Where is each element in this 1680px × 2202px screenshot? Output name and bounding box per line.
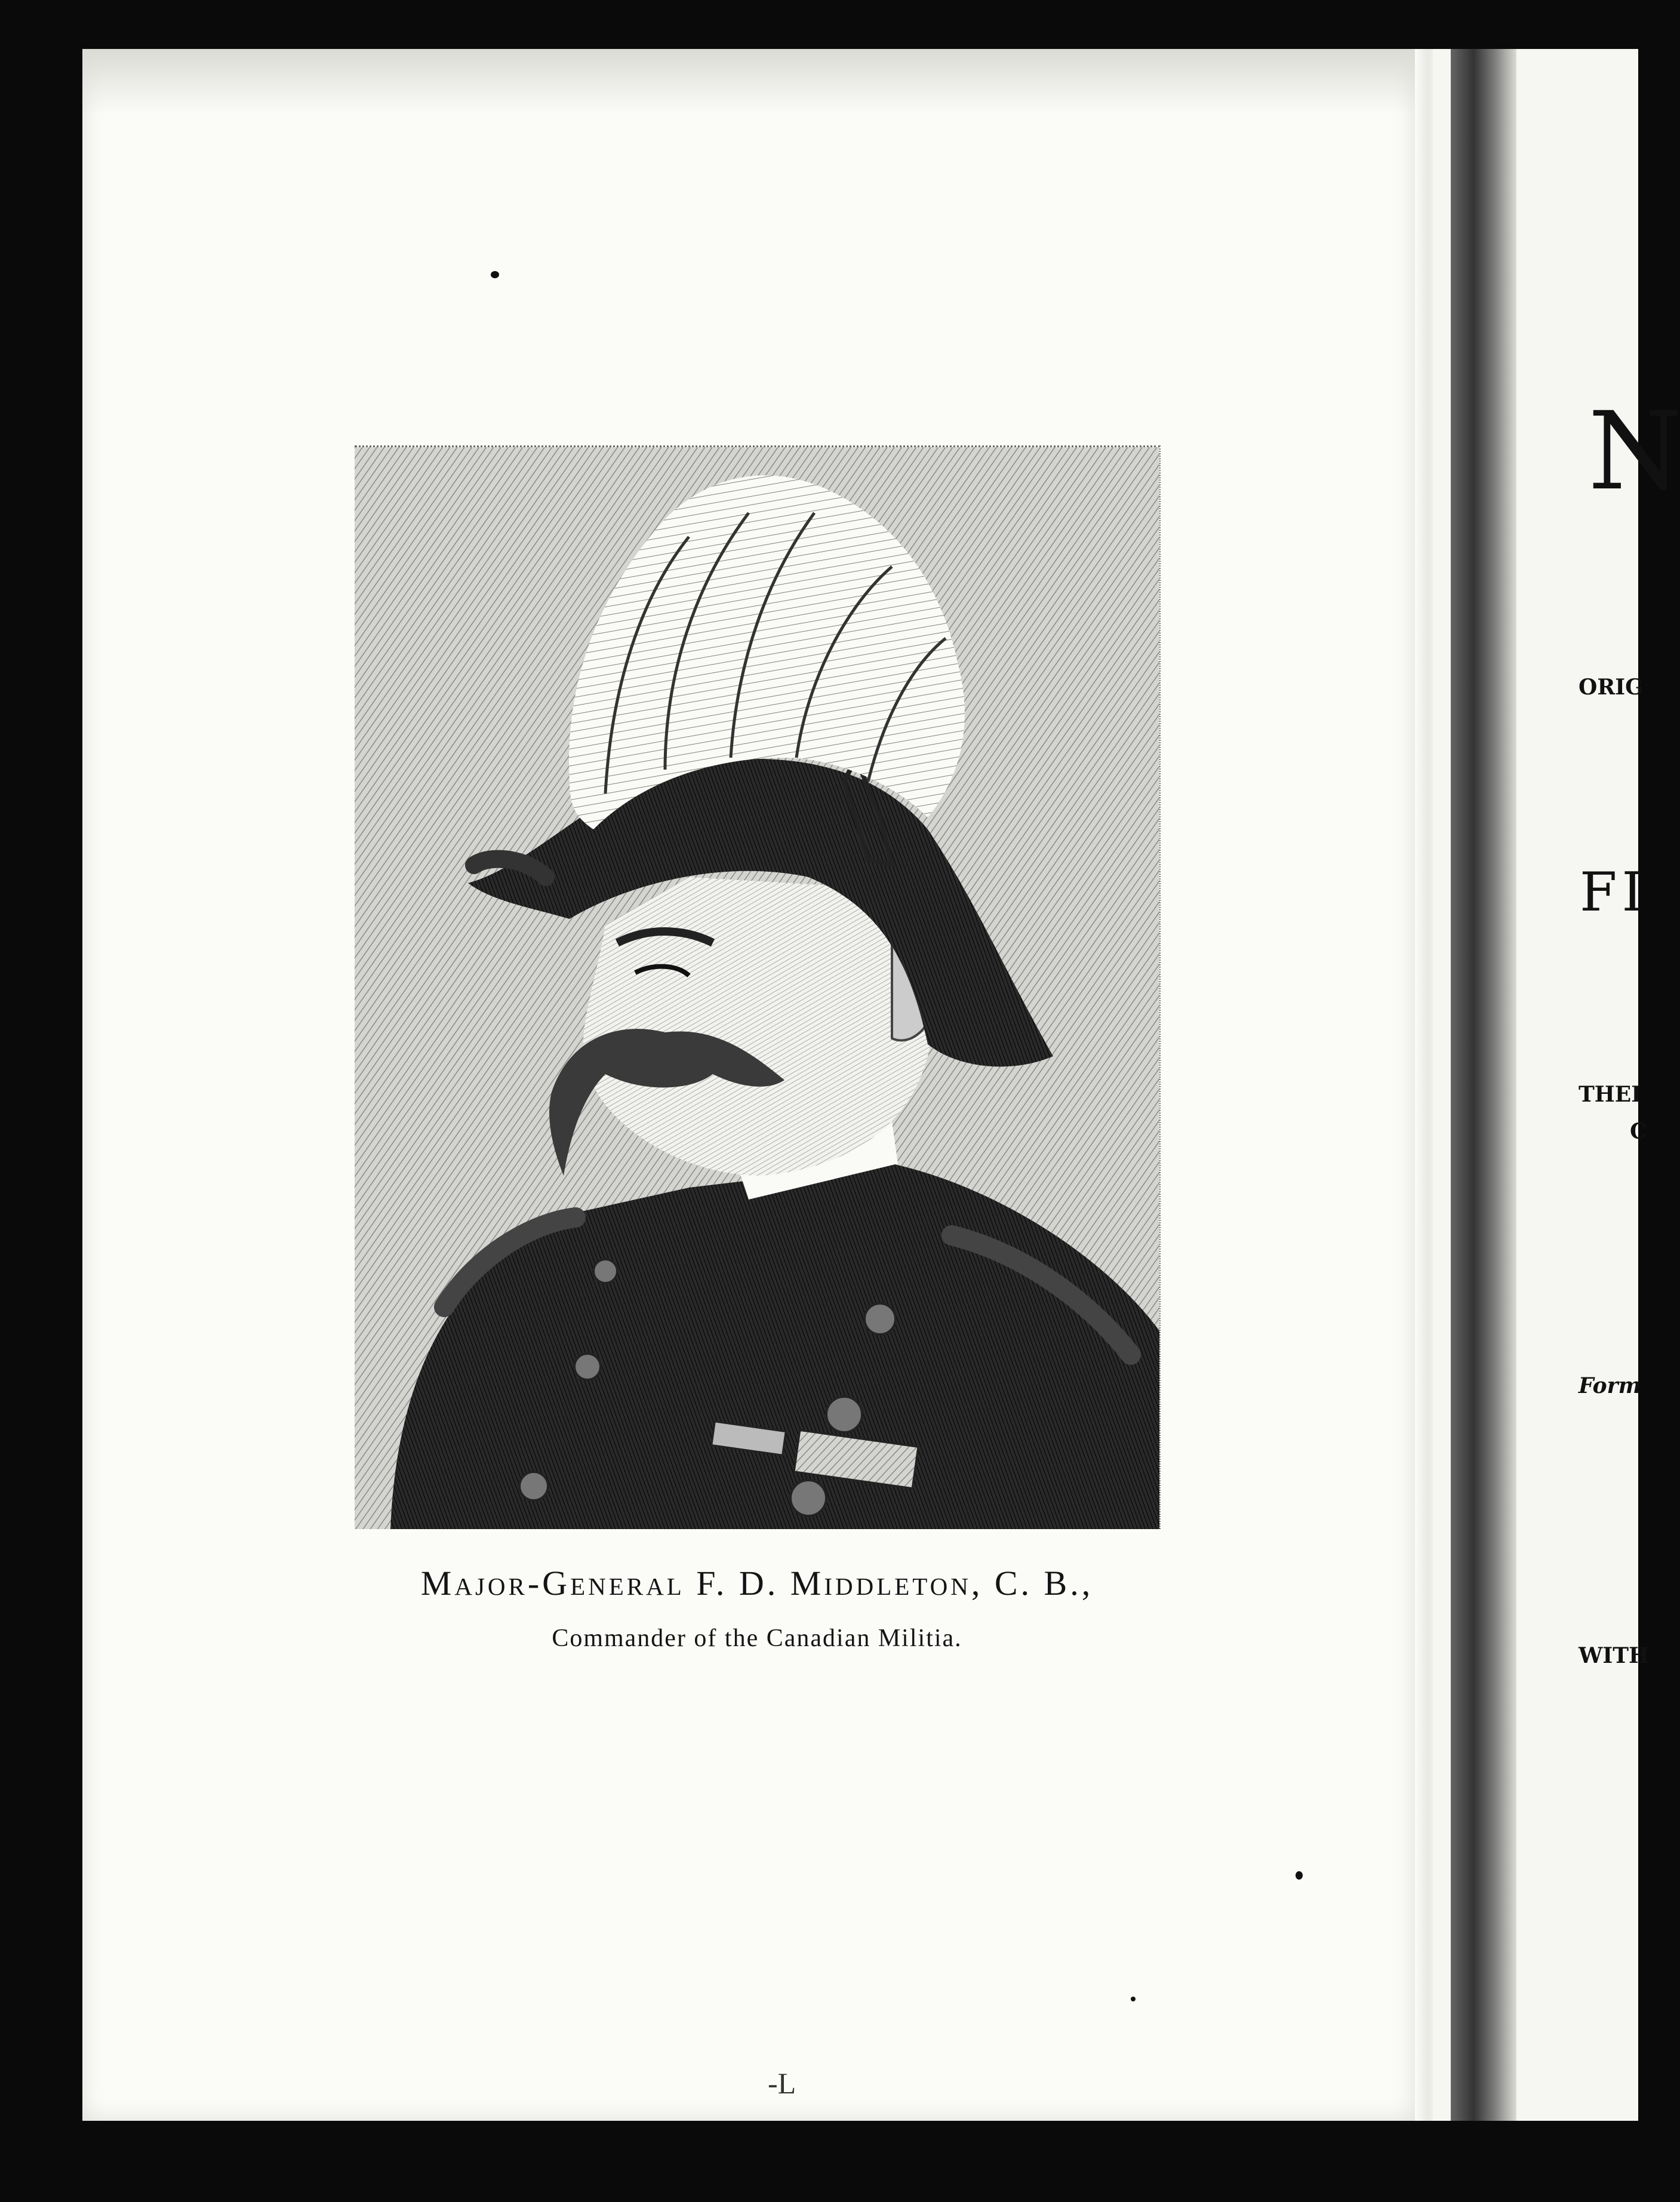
right-page-fold-shadow bbox=[1451, 49, 1516, 2121]
portrait-caption-title: Commander of the Canadian Militia. bbox=[552, 1625, 962, 1652]
right-page-fragment-with: WITH bbox=[1579, 1643, 1650, 1668]
ink-speck bbox=[1296, 1871, 1303, 1880]
right-page-large-letter: N bbox=[1588, 389, 1680, 514]
page-mark: -L bbox=[768, 2066, 796, 2100]
ink-speck bbox=[491, 271, 499, 278]
portrait-engraving bbox=[355, 445, 1161, 1529]
right-page-fragment-orig: ORIG bbox=[1579, 675, 1644, 700]
ink-speck bbox=[1131, 1997, 1136, 2001]
portrait-caption-name: Major-General F. D. Middleton, C. B., bbox=[420, 1564, 1094, 1603]
right-page-fragment-fi: FI bbox=[1580, 861, 1648, 924]
right-page bbox=[1433, 49, 1680, 2121]
right-page-fragment-c: C bbox=[1630, 1119, 1647, 1144]
right-page-fragment-form: Form bbox=[1579, 1373, 1641, 1398]
right-page-fragment-thei: THEI bbox=[1579, 1082, 1642, 1107]
